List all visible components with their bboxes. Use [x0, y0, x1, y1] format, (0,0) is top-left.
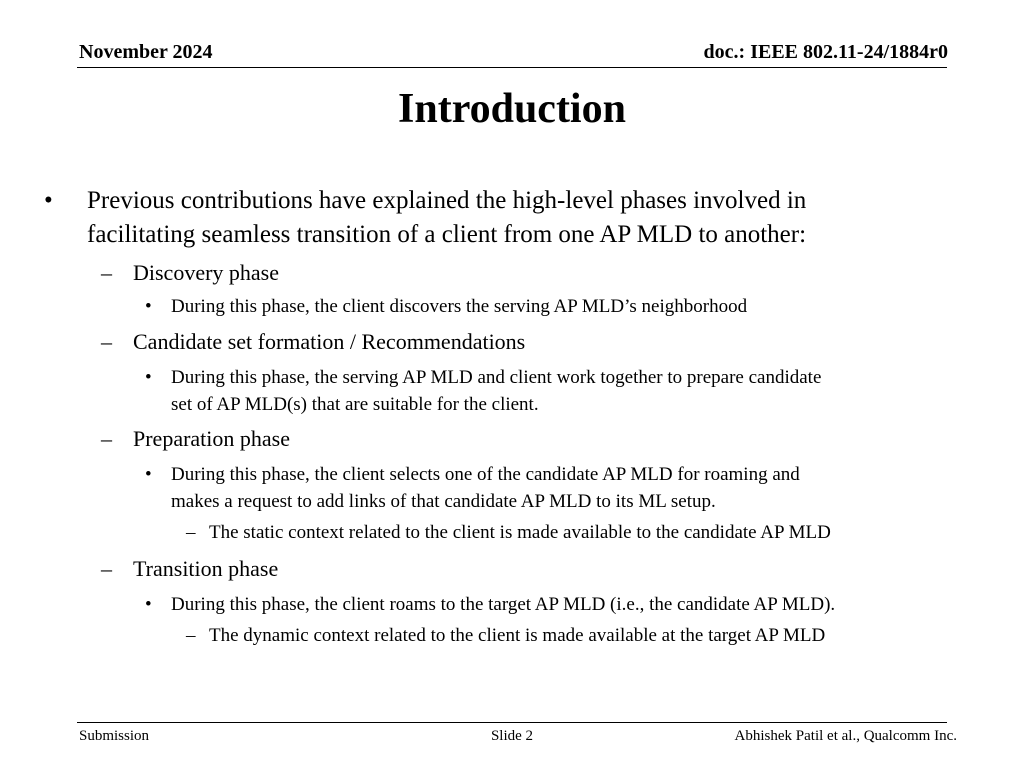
phase-marker: – — [101, 426, 112, 451]
phase-candidate-detail-line-1: During this phase, the serving AP MLD and client work together to prepare candidate — [171, 367, 822, 388]
detail-marker: • — [145, 464, 152, 485]
header-date: November 2024 — [79, 41, 213, 63]
slide-title: Introduction — [398, 86, 626, 132]
bullet-text-line-2: facilitating seamless transition of a client from one AP MLD to another: — [87, 221, 807, 248]
header-doc-id: doc.: IEEE 802.11-24/1884r0 — [703, 41, 948, 63]
phase-preparation-sub-note: The static context related to the client is made available to the candidate AP MLD — [209, 522, 831, 543]
bullet-text-line-1: Previous contributions have explained the high-level phases involved in — [87, 187, 807, 214]
detail-marker: • — [145, 296, 152, 317]
phase-marker: – — [101, 260, 112, 285]
sub-note-marker: – — [186, 625, 196, 646]
detail-marker: • — [145, 594, 152, 615]
phase-discovery-label: Discovery phase — [133, 260, 280, 285]
phase-marker: – — [101, 556, 112, 581]
phase-preparation-label: Preparation phase — [133, 426, 290, 451]
phase-candidate-detail-line-2: set of AP MLD(s) that are suitable for the client. — [171, 394, 539, 415]
bullet-marker: • — [44, 187, 53, 214]
detail-marker: • — [145, 367, 152, 388]
header-divider — [77, 67, 947, 68]
phase-transition-sub-note: The dynamic context related to the client is made available at the target AP MLD — [209, 625, 826, 646]
phase-candidate-label: Candidate set formation / Recommendations — [133, 329, 526, 354]
sub-note-marker: – — [186, 522, 196, 543]
phase-preparation-detail-line-1: During this phase, the client selects one of the candidate AP MLD for roaming and — [171, 464, 800, 485]
phase-preparation-detail-line-2: makes a request to add links of that candidate AP MLD to its ML setup. — [171, 491, 716, 512]
phase-marker: – — [101, 329, 112, 354]
footer-divider — [77, 722, 947, 723]
phase-transition-detail: During this phase, the client roams to the target AP MLD (i.e., the candidate AP MLD). — [171, 594, 836, 615]
footer-slide-number: Slide 2 — [490, 728, 534, 744]
footer-submission: Submission — [79, 728, 150, 744]
footer-author: Abhishek Patil et al., Qualcomm Inc. — [734, 728, 957, 744]
phase-discovery-detail: During this phase, the client discovers the serving AP MLD’s neighborhood — [171, 296, 748, 317]
phase-transition-label: Transition phase — [133, 556, 279, 581]
